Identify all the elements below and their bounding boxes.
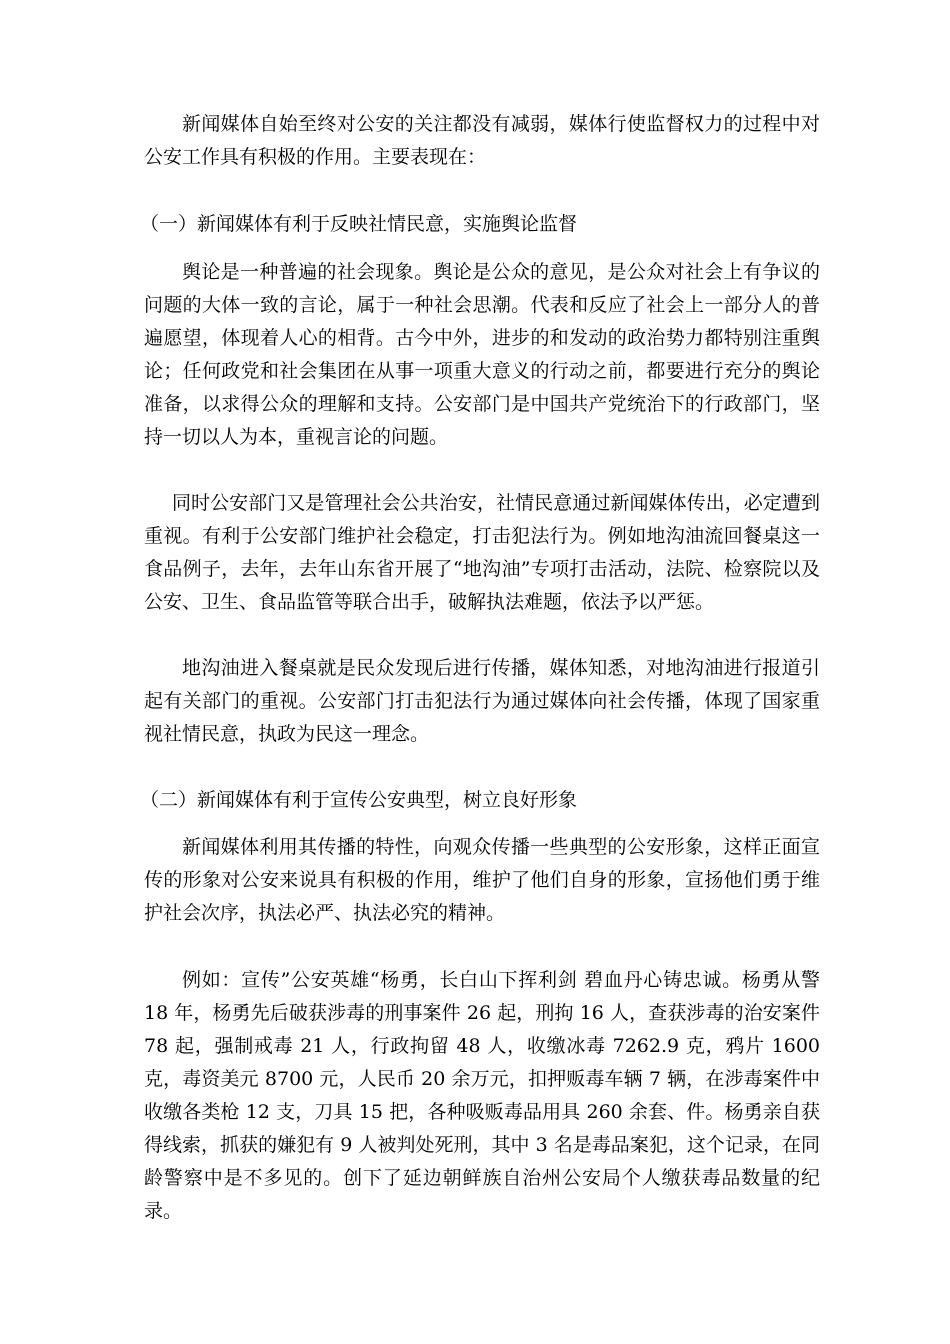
paragraph-gutter-oil: 地沟油进入餐桌就是民众发现后进行传播，媒体知悉，对地沟油进行报道引起有关部门的重视。公安部门打击犯法行为通过媒体向社会传播，体现了国家重视社情民意，执政为民这一理念。 xyxy=(144,657,820,745)
paragraph-media-attention: 新闻媒体自始至终对公安的关注都没有减弱，媒体行使监督权力的过程中对公安工作具有积极的作用。主要表现在： xyxy=(144,113,820,168)
paragraph-public-opinion: 舆论是一种普遍的社会现象。舆论是公众的意见，是公众对社会上有争议的问题的大体一致的言论，属于一种社会思潮。代表和反应了社会上一部分人的普遍愿望，体现着人心的相背。古今中外，进步的和发动的政治势力都特别注重舆论；任何政党和社会集团在从事一项重大意义的行动之前，都要进行充分的舆论准备，以求得公众的理解和支持。公安部门是中国共产党统治下的行政部门，坚持一切以人为本，重视言论的问题。 xyxy=(144,261,820,448)
section-heading-2: （二）新闻媒体有利于宣传公安典型，树立良好形象 xyxy=(140,789,578,811)
paragraph-yang-yong-example: 例如：宣传”公安英雄“杨勇，长白山下挥利剑 碧血丹心铸忠诚。杨勇从警 18 年，杨勇先后破获涉毒的刑事案件 26 起，刑拘 16 人，查获涉毒的治安案件 78 起，强制戒毒 21 人，行政拘留 48 人，收缴冰毒 7262.9 克，鸦片 1600 克，毒资美元 8700 元，人民币 20 余万元，扣押贩毒车辆 7 辆，在涉毒案件中收缴各类枪 12 支，刀具 15 把，各种吸贩毒品用具 260 余套、件。杨勇亲自获得线索，抓获的嫌犯有 9 人被判处死刑，其中 3 名是毒品案犯，这个记录，在同龄警察中是不多见的。创下了延边朝鲜族自治州公安局个人缴获毒品数量的纪录。 xyxy=(144,969,820,1222)
section-heading-1: （一）新闻媒体有利于反映社情民意，实施舆论监督 xyxy=(140,213,578,235)
paragraph-typical-image: 新闻媒体利用其传播的特性，向观众传播一些典型的公安形象，这样正面宣传的形象对公安来说具有积极的作用，维护了他们自身的形象，宣扬他们勇于维护社会次序，执法必严、执法必究的精神。 xyxy=(144,836,820,924)
paragraph-police-department: 同时公安部门又是管理社会公共治安，社情民意通过新闻媒体传出，必定遭到重视。有利于公安部门维护社会稳定，打击犯法行为。例如地沟油流回餐桌这一食品例子，去年，去年山东省开展了“地沟油”专项打击活动，法院、检察院以及公安、卫生、食品监管等联合出手，破解执法难题，依法予以严惩。 xyxy=(144,492,820,613)
